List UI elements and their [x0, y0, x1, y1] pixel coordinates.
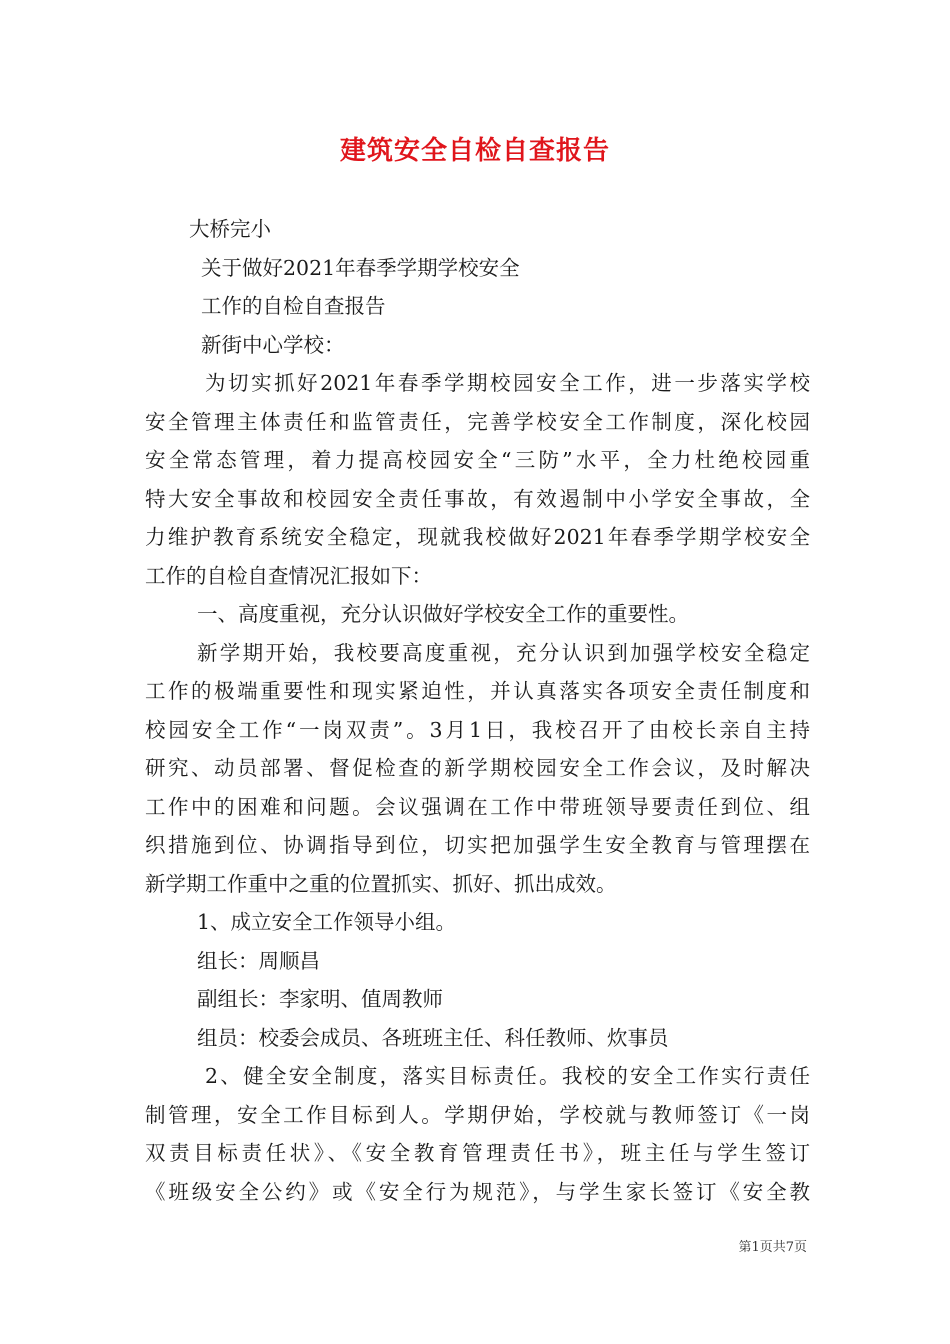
paragraph-line: 为切实抓好2021年春季学期校园安全工作，进一步落实学校	[205, 371, 810, 395]
paragraph-line: 2、健全安全制度，落实目标责任。我校的安全工作实行责任	[205, 1064, 810, 1088]
report-subject-line-1: 关于做好2021年春季学期学校安全	[201, 255, 520, 280]
group-leader-line: 组长：周顺昌	[197, 948, 320, 973]
deputy-leader-line: 副组长：李家明、值周教师	[197, 987, 443, 1011]
section-heading: 一、高度重视，充分认识做好学校安全工作的重要性。	[197, 602, 689, 626]
school-name-line: 大桥完小	[189, 217, 271, 241]
paragraph-line: 研究、动员部署、督促检查的新学期校园安全工作会议，及时解决	[145, 756, 810, 780]
paragraph-line: 安全常态管理，着力提高校园安全“三防”水平，全力杜绝校园重	[145, 448, 810, 472]
paragraph-line: 校园安全工作“一岗双责”。3月1日，我校召开了由校长亲自主持	[145, 717, 810, 742]
document-title: 建筑安全自检自查报告	[339, 136, 610, 166]
recipient-line: 新街中心学校：	[201, 332, 345, 357]
paragraph-line: 织措施到位、协调指导到位，切实把加强学生安全教育与管理摆在	[145, 833, 810, 857]
paragraph-line: 工作的极端重要性和现实紧迫性，并认真落实各项安全责任制度和	[145, 679, 810, 703]
report-subject-line-2: 工作的自检自查报告	[201, 294, 386, 318]
group-members-line: 组员：校委会成员、各班班主任、科任教师、炊事员	[197, 1025, 669, 1050]
page-number: 第1页共7页	[738, 1240, 807, 1255]
paragraph-line: 《班级安全公约》或《安全行为规范》，与学生家长签订《安全教	[145, 1179, 810, 1204]
subsection-heading: 1、成立安全工作领导小组。	[197, 910, 457, 934]
paragraph-line: 新学期工作重中之重的位置抓实、抓好、抓出成效。	[145, 871, 617, 896]
paragraph-line: 安全管理主体责任和监管责任，完善学校安全工作制度，深化校园	[145, 409, 810, 434]
paragraph-line: 工作的自检自查情况汇报如下：	[145, 563, 432, 588]
paragraph-line: 新学期开始，我校要高度重视，充分认识到加强学校安全稳定	[197, 640, 810, 665]
document-body	[145, 210, 810, 1211]
paragraph-line: 双责目标责任状》、《安全教育管理责任书》，班主任与学生签订	[145, 1141, 810, 1165]
paragraph-line: 工作中的困难和问题。会议强调在工作中带班领导要责任到位、组	[145, 794, 810, 819]
paragraph-line: 特大安全事故和校园安全责任事故，有效遏制中小学安全事故，全	[145, 486, 810, 511]
paragraph-line: 力维护教育系统安全稳定，现就我校做好2021年春季学期学校安全	[145, 525, 810, 549]
paragraph-line: 制管理，安全工作目标到人。学期伊始，学校就与教师签订《一岗	[145, 1102, 810, 1127]
